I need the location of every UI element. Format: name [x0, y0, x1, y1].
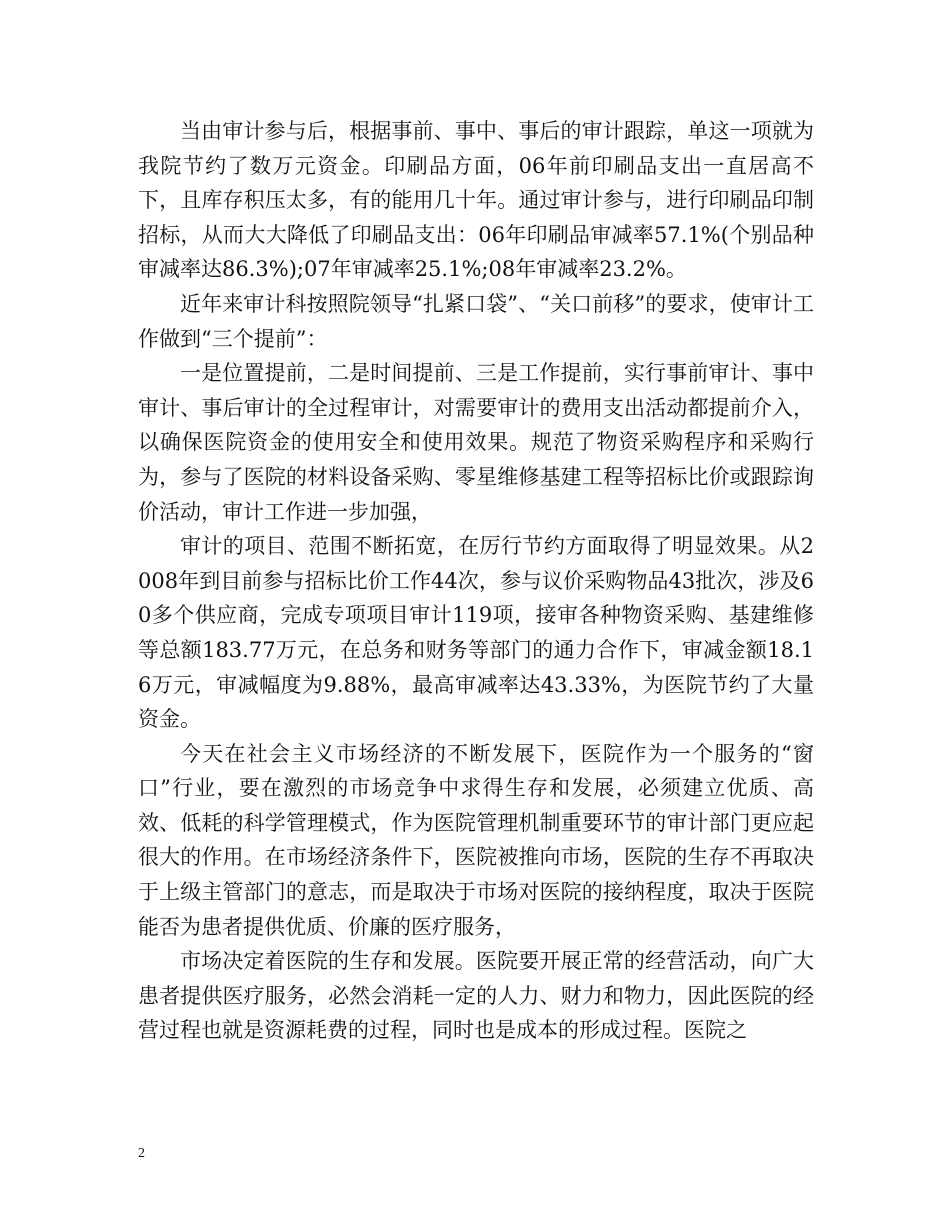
page-number: 2 [138, 1146, 145, 1161]
paragraph-printing-savings: 当由审计参与后，根据事前、事中、事后的审计跟踪，单这一项就为我院节约了数万元资金。印刷品方面，06年前印刷品支出一直居高不下，且库存积压太多，有的能用几十年。通过审计参与，进行印刷品印制招标，从而大大降低了印刷品支出：06年印刷品审减率57.1%(个别品种审减率达86.3%);07年审减率25.1%;08年审减率23.2%。 [138, 119, 814, 282]
paragraph-market-economy: 今天在社会主义市场经济的不断发展下，医院作为一个服务的“窗口”行业，要在激烈的市场竞争中求得生存和发展，必须建立优质、高效、低耗的科学管理模式，作为医院管理机制重要环节的审计部门更应起很大的作用。在市场经济条件下，医院被推向市场，医院的生存不再取决于上级主管部门的意志，而是取决于市场对医院的接纳程度，取决于医院能否为患者提供优质、价廉的医疗服务， [138, 741, 814, 939]
paragraph-three-advances-detail: 一是位置提前，二是时间提前、三是工作提前，实行事前审计、事中审计、事后审计的全过程审计，对需要审计的费用支出活动都提前介入，以确保医院资金的使用安全和使用效果。规范了物资采购程序和采购行为，参与了医院的材料设备采购、零星维修基建工程等招标比价或跟踪询价活动，审计工作进一步加强， [138, 361, 814, 524]
paragraph-audit-results: 审计的项目、范围不断拓宽，在厉行节约方面取得了明显效果。从2008年到目前参与招标比价工作44次，参与议价采购物品43批次，涉及60多个供应商，完成专项项目审计119项，接审各种物资采购、基建维修等总额183.77万元，在总务和财务等部门的通力合作下，审减金额18.16万元，审减幅度为9.88%，最高审减率达43.33%，为医院节约了大量资金。 [138, 534, 814, 732]
paragraph-three-advances-intro: 近年来审计科按照院领导“扎紧口袋”、“关口前移”的要求，使审计工作做到“三个提前”： [138, 291, 814, 351]
document-body [138, 114, 814, 1048]
paragraph-hospital-operations: 市场决定着医院的生存和发展。医院要开展正常的经营活动，向广大患者提供医疗服务，必然会消耗一定的人力、财力和物力，因此医院的经营过程也就是资源耗费的过程，同时也是成本的形成过程。医院之 [138, 949, 814, 1043]
